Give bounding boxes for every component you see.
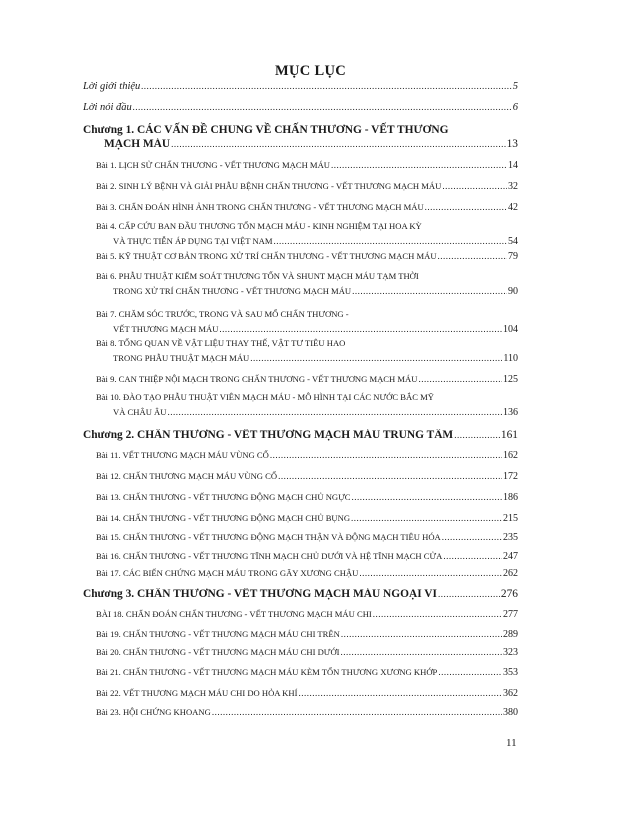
toc-lesson-entry[interactable]	[113, 353, 518, 364]
toc-entry-text: TRONG PHẪU THUẬT MẠCH MÁU	[113, 353, 250, 363]
toc-leader	[438, 251, 507, 261]
toc-entry-page: 262	[503, 568, 518, 579]
toc-entry-text: Bài 5. KỸ THUẬT CƠ BẢN TRONG XỬ TRÍ CHẤN THƯƠNG - VẾT THƯƠNG MẠCH MÁU	[96, 251, 437, 261]
toc-entry-text: Lời nói đầu	[83, 102, 132, 113]
toc-chapter-1-line1[interactable]: Chương 1. CÁC VẤN ĐỀ CHUNG VỀ CHẤN THƯƠNG - VẾT THƯƠNG	[83, 124, 449, 136]
toc-leader	[438, 667, 502, 677]
toc-entry-page: 136	[503, 407, 518, 418]
toc-entry-text: VẾT THƯƠNG MẠCH MÁU	[113, 324, 219, 334]
toc-lesson-entry[interactable]	[96, 450, 518, 461]
toc-entry-text: Chương 3. CHẤN THƯƠNG - VẾT THƯƠNG MẠCH MÁU NGOẠI VI	[83, 588, 437, 600]
toc-leader	[274, 236, 507, 246]
toc-entry-text: VÀ THỰC TIỄN ÁP DỤNG TẠI VIỆT NAM	[113, 236, 273, 246]
toc-entry-text: Bài 21. CHẤN THƯƠNG - VẾT THƯƠNG MẠCH MÁU KÈM TỔN THƯƠNG XƯƠNG KHỚP	[96, 667, 438, 677]
toc-entry-text: VÀ CHÂU ÂU	[113, 407, 167, 417]
toc-entry-page: 172	[503, 471, 518, 482]
toc-leader	[373, 609, 502, 619]
toc-leader	[133, 102, 512, 112]
toc-lesson-entry[interactable]	[96, 160, 518, 171]
toc-entry-page: 362	[503, 688, 518, 699]
toc-entry-page: 277	[503, 609, 518, 620]
toc-leader	[250, 353, 502, 363]
toc-leader	[359, 568, 502, 578]
toc-lesson-entry[interactable]	[113, 236, 518, 247]
toc-entry-page: 14	[508, 160, 518, 171]
toc-entry-page: 186	[503, 492, 518, 503]
toc-leader	[442, 532, 502, 542]
toc-entry-text: Bài 2. SINH LÝ BỆNH VÀ GIẢI PHẪU BỆNH CHẤN THƯƠNG - VẾT THƯƠNG MẠCH MÁU	[96, 181, 442, 191]
toc-entry-page: 215	[503, 513, 518, 524]
toc-lesson-line1[interactable]: Bài 10. ĐÀO TẠO PHẪU THUẬT VIÊN MẠCH MÁU - MÔ HÌNH TẠI CÁC NƯỚC BẮC MỸ	[96, 392, 434, 402]
toc-entry-page: 79	[508, 251, 518, 262]
toc-entry-page: 13	[506, 138, 518, 150]
toc-leader	[278, 471, 502, 481]
toc-entry-page: 380	[503, 707, 518, 718]
toc-leader	[331, 160, 507, 170]
toc-entry-page: 161	[500, 429, 518, 441]
toc-lesson-entry[interactable]	[96, 251, 518, 262]
toc-entry-page: 54	[508, 236, 518, 247]
toc-entry-text: Bài 11. VẾT THƯƠNG MẠCH MÁU VÙNG CỔ	[96, 450, 269, 460]
toc-leader	[341, 647, 502, 657]
toc-entry-text: Bài 9. CAN THIỆP NỘI MẠCH TRONG CHẤN THƯƠNG - VẾT THƯƠNG MẠCH MÁU	[96, 374, 418, 384]
toc-entry-page: 6	[512, 102, 518, 113]
toc-leader	[341, 629, 502, 639]
toc-lesson-entry[interactable]	[96, 647, 518, 658]
toc-lesson-entry[interactable]	[96, 374, 518, 385]
toc-entry-text: MẠCH MÁU	[104, 138, 171, 150]
toc-entry-text: Bài 22. VẾT THƯƠNG MẠCH MÁU CHI DO HỎA KHÍ	[96, 688, 298, 698]
toc-lesson-entry[interactable]	[96, 667, 518, 678]
toc-lesson-line1[interactable]: Bài 4. CẤP CỨU BAN ĐẦU THƯƠNG TỔN MẠCH MÁU - KINH NGHIỆM TẠI HOA KỲ	[96, 221, 422, 231]
toc-lesson-entry[interactable]	[96, 609, 518, 620]
toc-lesson-entry[interactable]	[96, 551, 518, 562]
toc-leader	[418, 374, 502, 384]
toc-lesson-entry[interactable]	[96, 568, 518, 579]
toc-entry-text: Bài 3. CHẨN ĐOÁN HÌNH ẢNH TRONG CHẤN THƯƠNG - VẾT THƯƠNG MẠCH MÁU	[96, 202, 424, 212]
toc-chapter-2[interactable]	[83, 429, 518, 441]
toc-leader	[167, 407, 502, 417]
toc-leader	[351, 513, 502, 523]
toc-entry-page: 125	[503, 374, 518, 385]
toc-lesson-entry[interactable]	[96, 471, 518, 482]
toc-leader	[352, 286, 507, 296]
toc-entry-text: Bài 16. CHẤN THƯƠNG - VẾT THƯƠNG TĨNH MẠCH CHỦ DƯỚI VÀ HỆ TĨNH MẠCH CỬA	[96, 551, 443, 561]
toc-lesson-entry[interactable]	[113, 324, 518, 335]
toc-entry-preface[interactable]	[83, 102, 518, 113]
toc-lesson-entry[interactable]	[113, 407, 518, 418]
toc-entry-text: Bài 19. CHẤN THƯƠNG - VẾT THƯƠNG MẠCH MÁU CHI TRÊN	[96, 629, 340, 639]
toc-entry-page: 42	[508, 202, 518, 213]
toc-leader	[352, 492, 502, 502]
toc-entry-intro[interactable]	[83, 81, 518, 92]
toc-entry-page: 247	[503, 551, 518, 562]
toc-leader	[298, 688, 502, 698]
toc-lesson-entry[interactable]	[96, 532, 518, 543]
toc-leader	[141, 81, 511, 91]
toc-entry-text: BÀI 18. CHẨN ĐOÁN CHẤN THƯƠNG - VẾT THƯƠNG MẠCH MÁU CHI	[96, 609, 372, 619]
toc-entry-text: Bài 1. LỊCH SỬ CHẤN THƯƠNG - VẾT THƯƠNG MẠCH MÁU	[96, 160, 330, 170]
toc-leader	[270, 450, 502, 460]
toc-entry-text: Bài 12. CHẤN THƯƠNG MẠCH MÁU VÙNG CỔ	[96, 471, 278, 481]
toc-entry-page: 104	[503, 324, 518, 335]
toc-entry-page: 323	[503, 647, 518, 658]
toc-entry-page: 235	[503, 532, 518, 543]
toc-lesson-line1[interactable]: Bài 6. PHẪU THUẬT KIỂM SOÁT THƯƠNG TỔN VÀ SHUNT MẠCH MÁU TẠM THỜI	[96, 271, 419, 281]
toc-chapter-1[interactable]	[104, 138, 518, 150]
toc-entry-text: Bài 13. CHẤN THƯƠNG - VẾT THƯƠNG ĐỘNG MẠCH CHỦ NGỰC	[96, 492, 351, 502]
toc-leader	[212, 707, 502, 717]
toc-entry-page: 162	[503, 450, 518, 461]
toc-lesson-entry[interactable]	[113, 286, 518, 297]
toc-lesson-entry[interactable]	[96, 513, 518, 524]
toc-leader	[438, 589, 500, 599]
toc-lesson-entry[interactable]	[96, 707, 518, 718]
toc-lesson-line1[interactable]: Bài 8. TỔNG QUAN VỀ VẬT LIỆU THAY THẾ, VẬT TƯ TIÊU HAO	[96, 338, 346, 348]
toc-chapter-3[interactable]	[83, 588, 518, 600]
toc-leader	[171, 139, 505, 149]
toc-entry-page: 110	[503, 353, 518, 364]
toc-leader	[454, 430, 500, 440]
toc-entry-text: Bài 17. CÁC BIẾN CHỨNG MẠCH MÁU TRONG GÃY XƯƠNG CHẬU	[96, 568, 359, 578]
toc-lesson-entry[interactable]	[96, 629, 518, 640]
toc-entry-text: Bài 23. HỘI CHỨNG KHOANG	[96, 707, 211, 717]
toc-entry-text: Bài 20. CHẤN THƯƠNG - VẾT THƯƠNG MẠCH MÁU CHI DƯỚI	[96, 647, 340, 657]
toc-lesson-line1[interactable]: Bài 7. CHĂM SÓC TRƯỚC, TRONG VÀ SAU MỔ CHẤN THƯƠNG -	[96, 309, 349, 319]
toc-title: MỤC LỤC	[275, 63, 346, 79]
toc-entry-page: 5	[512, 81, 518, 92]
toc-entry-text: TRONG XỬ TRÍ CHẤN THƯƠNG - VẾT THƯƠNG MẠCH MÁU	[113, 286, 352, 296]
toc-entry-page: 90	[508, 286, 518, 297]
toc-entry-text: Lời giới thiệu	[83, 81, 141, 92]
toc-leader	[219, 324, 502, 334]
page-number: 11	[506, 737, 517, 749]
toc-entry-page: 289	[503, 629, 518, 640]
toc-entry-text: Bài 15. CHẤN THƯƠNG - VẾT THƯƠNG ĐỘNG MẠCH THẬN VÀ ĐỘNG MẠCH TIÊU HÓA	[96, 532, 441, 542]
toc-entry-text: Chương 2. CHẤN THƯƠNG - VẾT THƯƠNG MẠCH MÁU TRUNG TÂM	[83, 429, 454, 441]
toc-entry-text: Bài 14. CHẤN THƯƠNG - VẾT THƯƠNG ĐỘNG MẠCH CHỦ BỤNG	[96, 513, 351, 523]
toc-leader	[442, 181, 507, 191]
toc-entry-page: 276	[500, 588, 518, 600]
toc-leader	[443, 551, 502, 561]
toc-lesson-entry[interactable]	[96, 202, 518, 213]
toc-entry-page: 353	[503, 667, 518, 678]
toc-lesson-entry[interactable]	[96, 688, 518, 699]
toc-lesson-entry[interactable]	[96, 492, 518, 503]
toc-entry-page: 32	[508, 181, 518, 192]
toc-leader	[425, 202, 507, 212]
toc-lesson-entry[interactable]	[96, 181, 518, 192]
